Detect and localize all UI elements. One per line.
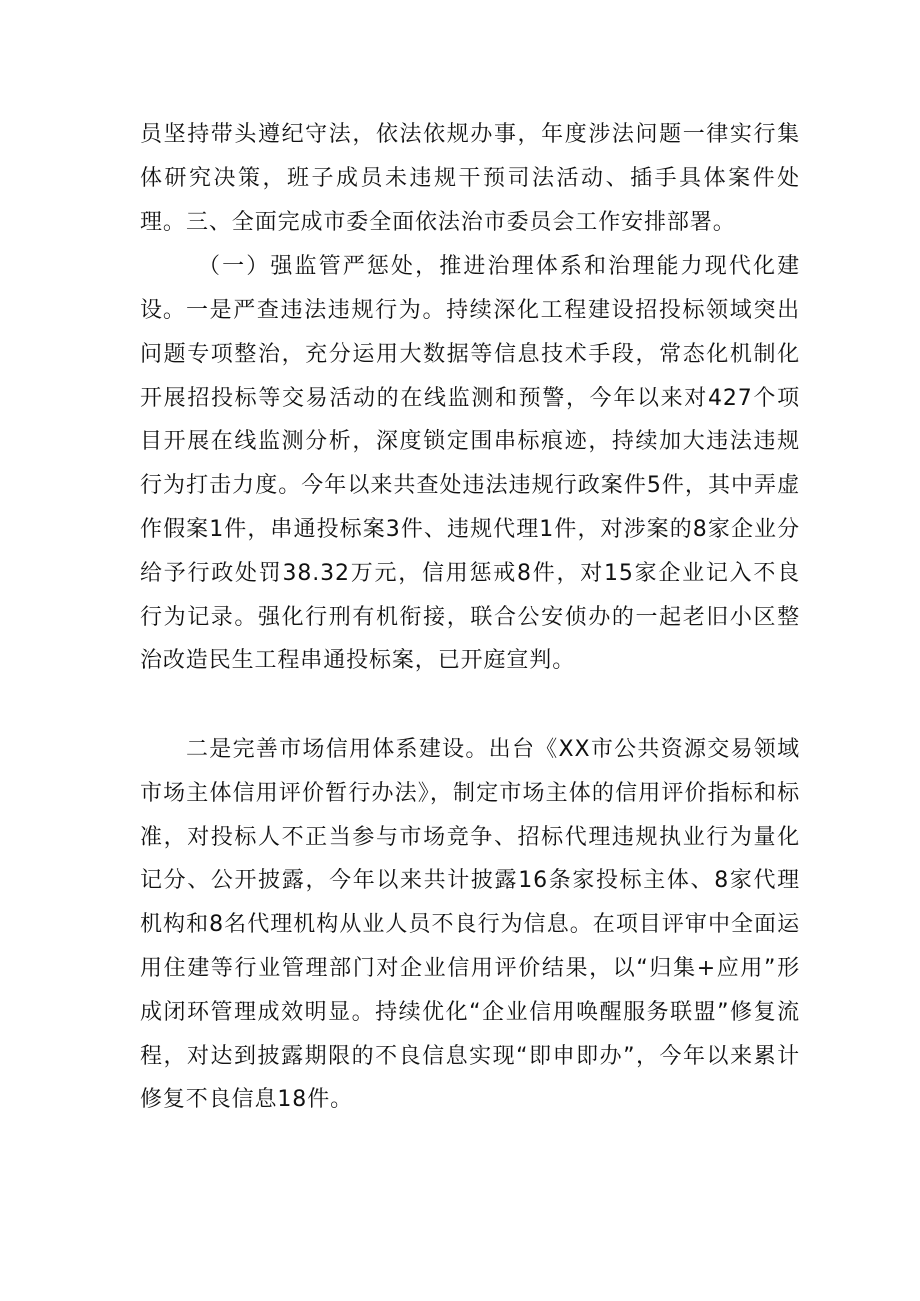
paragraph-yi-shi	[140, 289, 800, 683]
section-heading	[140, 201, 800, 245]
paragraph-text: 一是严查违法违规行为。持续深化工程建设招投标领域突出问题专项整治，充分运用大数据等信息技术手段，常态化机制化开展招投标等交易活动的在线监测和预警，今年以来对427个项目开展在线监测分析，深度锁定围串标痕迹，持续加大违法违规行为打击力度。今年以来共查处违法违规行政案件5件，其中弄虚作假案1件，串通投标案3件、违规代理1件，对涉案的8家企业分给予行政处罚38.32万元，信用惩戒8件，对15家企业记入不良行为记录。强化行刑有机衔接，联合公安侦办的一起老旧小区整治改造民生工程串通投标案，已开庭宣判。	[140, 298, 800, 674]
paragraph-text: 二是完善市场信用体系建设。出台《XX市公共资源交易领域市场主体信用评价暂行办法》，制定市场主体的信用评价指标和标准，对投标人不正当参与市场竞争、招标代理违规执业行为量化记分、公开披露，今年以来共计披露16条家投标主体、8家代理机构和8名代理机构从业人员不良行为信息。在项目评审中全面运用住建等行业管理部门对企业信用评价结果，以“归集+应用”形成闭环管理成效明显。持续优化“企业信用唤醒服务联盟”修复流程，对达到披露期限的不良信息实现“即申即办”，今年以来累计修复不良信息18件。	[140, 737, 800, 1113]
subsection-heading-text: （一）强监管严惩处，推进治理体系和治理能力现代化建设。	[140, 254, 800, 323]
section-heading-text: 三、全面完成市委全面依法治市委员会工作安排部署。	[186, 210, 736, 235]
paragraph-er-shi	[140, 728, 800, 1122]
paragraph-text: 员坚持带头遵纪守法，依法依规办事，年度涉法问题一律实行集体研究决策，班子成员未违规干预司法活动、插手具体案件处理。	[140, 122, 800, 235]
